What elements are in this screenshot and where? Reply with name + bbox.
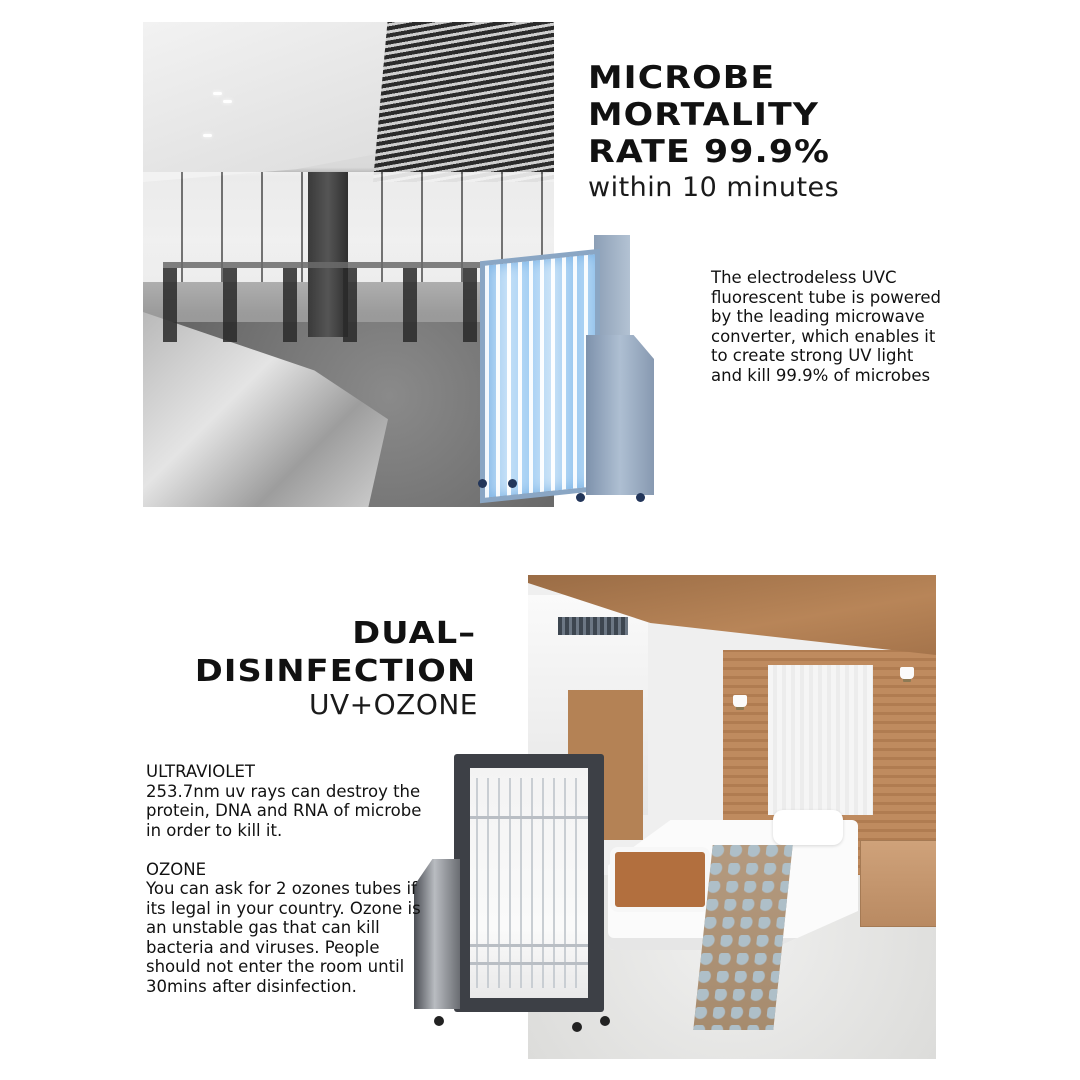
wall-lamp-icon — [733, 695, 747, 707]
window-curtain — [768, 665, 873, 815]
wheel-icon — [600, 1016, 610, 1026]
subheadline-uv-ozone: UV+OZONE — [308, 688, 478, 721]
uv-ozone-device-image — [414, 754, 614, 1039]
ceiling-slats — [373, 22, 554, 182]
ceiling-light — [223, 100, 232, 103]
ceiling-light — [213, 92, 222, 95]
headline-line: RATE 99.9% — [588, 134, 831, 170]
ozone-section — [146, 860, 426, 997]
section-text: You can ask for 2 ozones tubes if its legal in your country. Ozone is an unstable gas that can kill bacteria and viruses. People should not enter the room until 30mins after disinfection. — [146, 879, 421, 996]
wheel-icon — [576, 493, 585, 502]
section-label: OZONE — [146, 859, 207, 879]
wheel-icon — [478, 479, 487, 488]
section-label: ULTRAVIOLET — [146, 762, 255, 781]
section-text: 253.7nm uv rays can destroy the protein, DNA and RNA of microbe in order to kill it. — [146, 781, 422, 840]
air-vent — [558, 617, 628, 635]
disinfection-details — [146, 762, 426, 1016]
office-desks — [163, 262, 483, 342]
headline-line: DUAL– — [352, 616, 476, 651]
uv-lamp-panel — [480, 249, 600, 504]
wheel-icon — [572, 1022, 582, 1032]
ultraviolet-section — [146, 762, 426, 840]
uv-disinfection-device-image — [476, 235, 656, 507]
wheel-icon — [636, 493, 645, 502]
bedside-cabinet — [860, 840, 936, 927]
uvc-description: The electrodeless UVC fluorescent tube is powered by the leading microwave converter, which enables it to create strong UV light and kill 99.9% of microbes — [711, 268, 941, 385]
device-base — [586, 335, 654, 495]
headline-dual-disinfection — [195, 615, 476, 691]
subheadline-time: within 10 minutes — [588, 172, 840, 203]
tube-bracket — [470, 944, 588, 947]
headline-line: MORTALITY — [588, 97, 820, 133]
bed-rail — [610, 847, 710, 912]
tube-bracket — [470, 816, 588, 819]
tube-bracket — [470, 962, 588, 965]
wall-lamp-icon — [900, 667, 914, 679]
bed-pillow — [773, 810, 843, 845]
headline-line: MICROBE — [588, 60, 776, 96]
wheel-icon — [508, 479, 517, 488]
ceiling-panel — [143, 22, 398, 182]
headline-line: DISINFECTION — [194, 654, 476, 689]
ceiling-light — [203, 134, 212, 137]
headline-mortality — [588, 60, 830, 171]
wheel-icon — [434, 1016, 444, 1026]
